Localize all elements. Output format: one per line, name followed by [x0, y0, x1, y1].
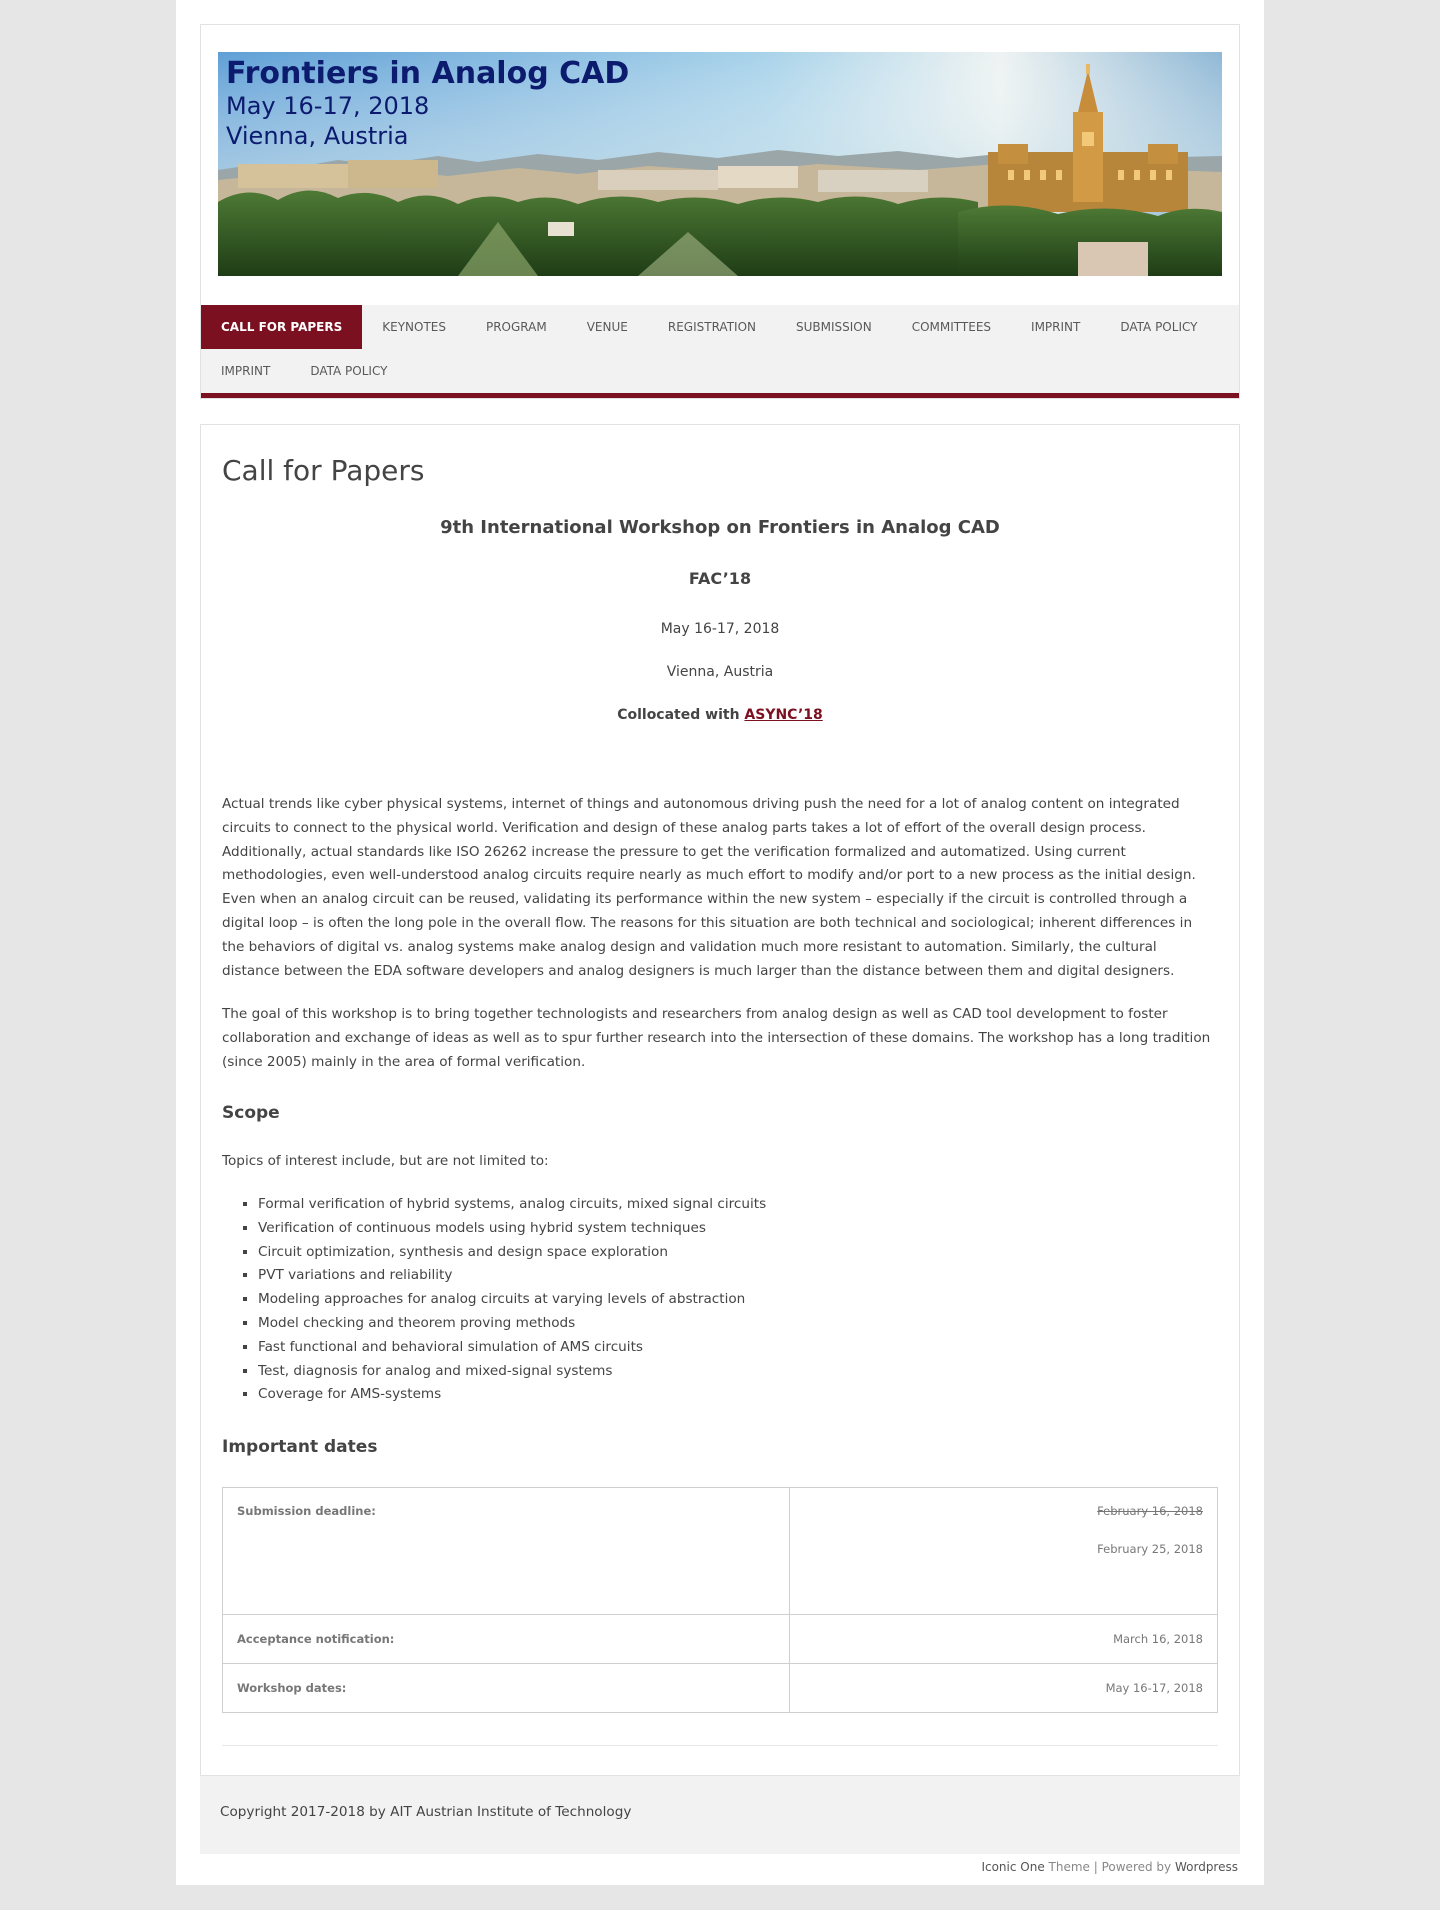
- list-item: ▪ PVT variations and reliability: [258, 1264, 766, 1288]
- nav-venue[interactable]: VENUE: [586, 320, 628, 334]
- page-container: [176, 0, 1264, 1885]
- important-dates-table: [222, 1487, 1218, 1713]
- list-item: ▪ Modeling approaches for analog circuits at varying levels of abstraction: [258, 1288, 766, 1312]
- list-item: ▪ Verification of continuous models using hybrid system techniques: [258, 1217, 766, 1241]
- theme-link[interactable]: Iconic One: [981, 1860, 1045, 1874]
- workshop-date: May 16-17, 2018: [660, 621, 780, 637]
- nav-data-policy-2[interactable]: DATA POLICY: [310, 364, 388, 378]
- async-link[interactable]: ASYNC’18: [744, 707, 823, 723]
- nav-registration[interactable]: REGISTRATION: [667, 320, 756, 334]
- table-row: [223, 1664, 1218, 1713]
- scope-heading: Scope: [222, 1103, 280, 1123]
- nav-call-for-papers[interactable]: CALL FOR PAPERS: [201, 305, 362, 349]
- nav-row-secondary: [201, 349, 407, 393]
- intro-paragraph: Actual trends like cyber physical systems, internet of things and autonomous driving push the need for a lot of analog content on integrated circuits to connect to the physical world. Verification and design of these analog parts takes a lot of effort of the overall design process. Additionally, actual standards like ISO 26262 increase the pressure to get the verification formalized and automatized. Using current methodologies, even well-understood analog circuits require nearly as much effort to modify and/or port to a new process as the initial design. Even when an analog circuit can be reused, validating its performance within the new system – especially if the circuit is controlled through a digital loop – is often the long pole in the overall flow. The reasons for this situation are both technical and sociological; inherent differences in the behaviors of digital vs. analog systems make analog design and validation much more resistant to automation. Similarly, the cultural distance between the EDA software developers and analog designers is much larger than the distance between them and digital designers.: [222, 796, 1196, 979]
- nav-imprint[interactable]: IMPRINT: [1031, 320, 1081, 334]
- nav-imprint-2[interactable]: IMPRINT: [221, 364, 271, 378]
- credits-separator: Theme | Powered by: [1044, 1860, 1175, 1874]
- nav-committees[interactable]: COMMITTEES: [911, 320, 992, 334]
- workshop-title: 9th International Workshop on Frontiers in Analog CAD: [440, 517, 1000, 538]
- content-divider: [222, 1745, 1218, 1746]
- submission-deadline-label: Submission deadline:: [223, 1488, 790, 1615]
- header-banner-image[interactable]: [218, 52, 1222, 276]
- list-item: ▪ Test, diagnosis for analog and mixed-signal systems: [258, 1360, 766, 1384]
- topics-intro: Topics of interest include, but are not limited to:: [222, 1153, 549, 1169]
- page-title: Call for Papers: [222, 454, 425, 487]
- submission-deadline-value: [790, 1488, 1218, 1615]
- theme-credits: [981, 1860, 1238, 1874]
- copyright-text: Copyright 2017-2018 by AIT Austrian Institute of Technology: [220, 1804, 632, 1820]
- acceptance-notification-value: March 16, 2018: [790, 1615, 1218, 1664]
- table-row: [223, 1615, 1218, 1664]
- acceptance-notification-label: Acceptance notification:: [223, 1615, 790, 1664]
- nav-data-policy[interactable]: DATA POLICY: [1120, 320, 1198, 334]
- nav-keynotes[interactable]: KEYNOTES: [382, 320, 446, 334]
- table-row: [223, 1488, 1218, 1615]
- extended-submission-date: February 25, 2018: [1097, 1542, 1203, 1556]
- topics-list: [222, 1193, 766, 1407]
- nav-submission[interactable]: SUBMISSION: [795, 320, 872, 334]
- list-item: ▪ Coverage for AMS-systems: [258, 1383, 766, 1407]
- banner-title: Frontiers in Analog CAD: [226, 56, 630, 91]
- original-submission-date: February 16, 2018: [1097, 1504, 1203, 1518]
- wordpress-link[interactable]: Wordpress: [1174, 1860, 1238, 1874]
- banner-date: May 16-17, 2018: [226, 92, 430, 120]
- collocated-line: [222, 707, 1218, 723]
- goal-paragraph: The goal of this workshop is to bring together technologists and researchers from analog design as well as CAD tool development to foster collaboration and exchange of ideas as well as to spur further research into the intersection of these domains. The workshop has a long tradition (since 2005) mainly in the area of formal verification.: [222, 1006, 1211, 1070]
- nav-row-primary: [201, 305, 1217, 349]
- site-header: [200, 24, 1240, 399]
- important-dates-heading: Important dates: [222, 1437, 378, 1457]
- site-footer: [200, 1776, 1240, 1854]
- nav-program[interactable]: PROGRAM: [485, 320, 547, 334]
- content-area: [200, 424, 1240, 1776]
- workshop-dates-label: Workshop dates:: [223, 1664, 790, 1713]
- workshop-location: Vienna, Austria: [666, 664, 774, 680]
- list-item: ▪ Circuit optimization, synthesis and design space exploration: [258, 1241, 766, 1265]
- list-item: ▪ Formal verification of hybrid systems, analog circuits, mixed signal circuits: [258, 1193, 766, 1217]
- workshop-abbreviation: FAC’18: [688, 569, 752, 588]
- workshop-dates-value: May 16-17, 2018: [790, 1664, 1218, 1713]
- main-navigation: [201, 305, 1239, 398]
- list-item: ▪ Model checking and theorem proving methods: [258, 1312, 766, 1336]
- banner-location: Vienna, Austria: [226, 122, 409, 150]
- list-item: ▪ Fast functional and behavioral simulation of AMS circuits: [258, 1336, 766, 1360]
- collocated-prefix: Collocated with: [617, 707, 745, 723]
